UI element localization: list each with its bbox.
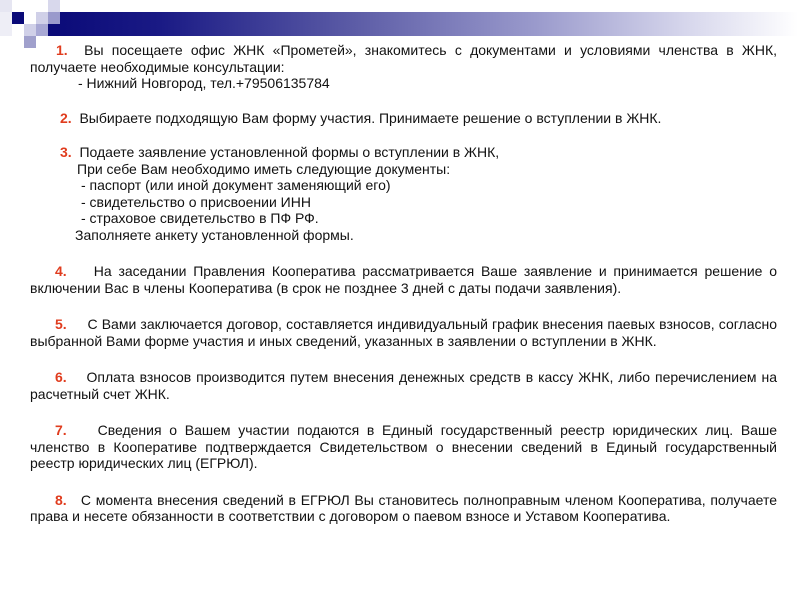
decor-square [0,24,12,36]
step-2 [30,110,777,127]
step-3-doc-item [30,210,777,227]
decor-square [12,12,24,24]
decor-square [36,12,48,24]
step-number: 6. [55,369,67,385]
step-text: Заполняете анкету установленной формы. [75,226,354,243]
decor-square [0,0,12,12]
step-3-form-note [30,227,777,244]
header-gradient-band [48,12,798,36]
step-8 [30,492,777,525]
step-5 [30,316,777,349]
step-text: Подаете заявление установленной формы о вступлении в ЖНК, [79,144,500,160]
decor-square [48,0,60,12]
decor-square [48,12,60,24]
step-4 [30,263,777,296]
document-body [30,42,777,525]
step-number: 5. [55,316,67,332]
decor-square [24,24,36,36]
decor-square [0,12,12,24]
step-6 [30,369,777,402]
step-text: Вы посещаете офис ЖНК «Прометей», знакомитесь с документами и условиями членства в ЖНК, получаете необходимые консультации: [30,42,778,75]
step-3-docs-intro [30,161,777,178]
step-number: 7. [55,422,67,438]
step-text: С Вами заключается договор, составляется индивидуальный график внесения паевых взносов, согласно выбранной Вами форме участия и иных сведений, указанных в заявлении о вступлении в ЖНК. [30,316,778,349]
doc-item: - паспорт (или иной документ заменяющий его) [81,177,391,193]
decor-square [48,24,60,36]
step-1 [30,42,777,75]
step-text: Оплата взносов производится путем внесения денежных средств в кассу ЖНК, либо перечислением на расчетный счет ЖНК. [30,369,777,402]
step-3-doc-item [30,177,777,194]
step-text: На заседании Правления Кооператива рассматривается Ваше заявление и принимается решение о включении Вас в члены Кооператива (в срок не позднее 3 дней с даты подачи заявления). [30,263,777,296]
decor-square [36,24,48,36]
step-text: Сведения о Вашем участии подаются в Единый государственный реестр юридических лиц. Ваше членство в Кооперативе подтверждается Свидетельством о внесении сведений в Единый государственный реестр юридических лиц (ЕГРЮЛ). [30,422,777,471]
step-text: При себе Вам необходимо иметь следующие документы: [77,160,451,177]
step-number: 8. [55,491,67,508]
step-number: 3. [60,144,72,160]
step-number: 4. [55,263,67,279]
step-7 [30,422,777,472]
step-number: 1. [56,42,68,58]
contact-line: - Нижний Новгород, тел.+79506135784 [78,75,330,91]
doc-item: - свидетельство о присвоении ИНН [81,193,311,210]
step-3-doc-item [30,194,777,211]
doc-item: - страховое свидетельство в ПФ РФ. [81,210,319,226]
step-text: С момента внесения сведений в ЕГРЮЛ Вы становитесь полноправным членом Кооператива, получаете права и несете обязанности в соответствии с договором о паевом взносе и Уставом Кооператива. [30,491,778,524]
step-number: 2. [60,109,72,126]
step-1-contact [30,75,777,92]
step-text: Выбираете подходящую Вам форму участия. Принимаете решение о вступлении в ЖНК. [79,109,662,126]
step-3 [30,144,777,161]
